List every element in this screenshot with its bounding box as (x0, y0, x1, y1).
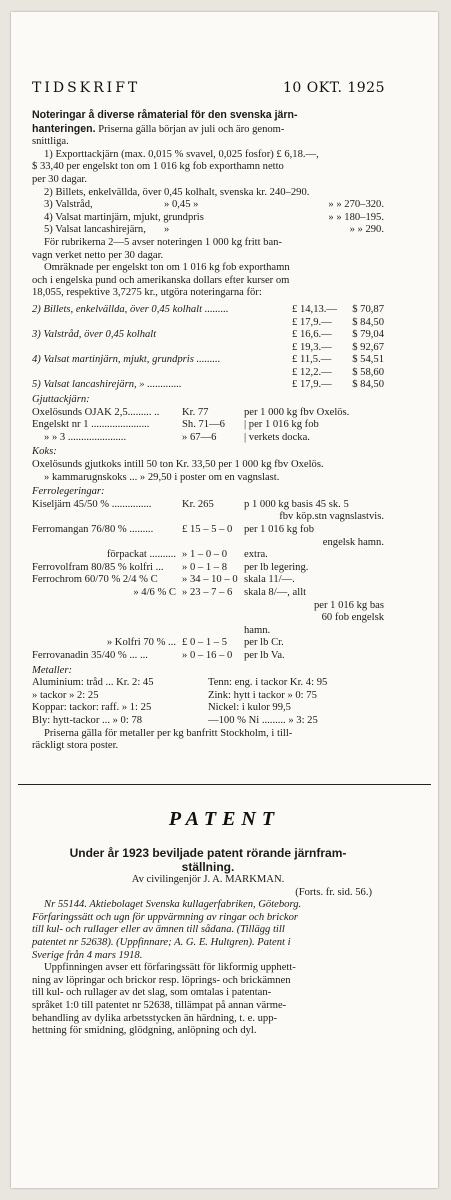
section-divider (18, 784, 431, 785)
item-3: 3) Valstråd, » 0,45 » » » 270–320. (44, 199, 384, 211)
patent-reference: patentet nr 52638). (Uppfinnare; A. G. E. Hultgren). Patent i (32, 936, 291, 948)
ferro-row: Ferrovanadin 35/40 % ... ... » 0 – 16 – 0 per lb Va. (32, 649, 285, 661)
ferro-row: » Kolfri 70 % ... £ 0 – 1 – 5 per lb Cr. (106, 637, 284, 649)
ferro-row: fbv köp.stn vagnslastvis. (279, 511, 384, 523)
item-1-line-2: $ 33,40 per engelskt ton om 1 016 kg fob exporthamn netto (32, 161, 284, 173)
issue-date: 10 OKT. 1925 (282, 80, 385, 96)
koks-heading: Koks: (32, 446, 57, 458)
ferrolegeringar-heading: Ferrolegeringar: (32, 486, 105, 498)
ferro-table (32, 499, 384, 663)
noteringar-title: Noteringar å diverse råmaterial för den svenska järn- hanteringen. Priserna gälla början av juli och äro genom- snittliga. (32, 109, 298, 148)
conversion-row: £ 12,2.— $ 58,60 (292, 366, 384, 378)
conversion-row: 3) Valstråd, över 0,45 kolhalt £ 16,6.— $ 79,04 (32, 329, 384, 341)
ferro-row: » 4/6 % C » 23 – 7 – 6 skala 8/—, allt (133, 586, 307, 598)
ferro-row: per 1 016 kg bas (313, 599, 384, 611)
metaller-table (32, 677, 384, 727)
ferro-row: 60 fob engelsk (321, 612, 384, 624)
patent-paragraph: till kul- och rullager av det slag, som omtalas i patentan- (32, 987, 272, 999)
patent-paragraph: språket 1:0 till patentet nr 52638, tillämpat på annan värme- (32, 999, 287, 1011)
patent-paragraph: ning av löpringar och brickor resp. löprings- och brickämnen (32, 974, 291, 986)
ferro-row: förpackat .......... » 1 – 0 – 0 extra. (106, 549, 268, 561)
closing-note: Priserna gälla för metaller per kg banfritt Stockholm, i till- (44, 727, 293, 739)
patent-reference: Nr 55144. Aktiebolaget Svenska kullagerfabriken, Göteborg. (44, 899, 302, 911)
page-header (32, 80, 385, 96)
conversion-row: 4) Valsat martinjärn, mjukt, grundpris ......... £ 11,5.— $ 54,51 (32, 354, 384, 366)
item-2: 2) Billets, enkelvällda, över 0,45 kolhalt, svenska kr. 240–290. (44, 186, 310, 198)
patent-reference: till kul- och rullager eller av ämnen till sådana. (Tillägg till (32, 924, 285, 936)
patent-reference: Förfaringssätt och ugn för uppvärmning av ringar och brickor (32, 911, 299, 923)
item-1: 1) Exporttackjärn (max. 0,015 % svavel, 0,025 fosfor) £ 6,18.—, (44, 148, 319, 160)
continued-note: (Forts. fr. sid. 56.) (295, 886, 372, 898)
note-line: vagn verket netto per 30 dagar. (32, 249, 164, 261)
patent-paragraph: behandling av dylika arbetsstycken än härdning, t. e. upp- (32, 1012, 278, 1024)
gjuttackjarn-row: Engelskt nr 1 ...................... Sh. 71—6 | per 1 016 kg fob (32, 419, 319, 431)
ferro-row: hamn. (244, 624, 271, 636)
metal-row: Bly: hytt-tackor ... » 0: 78 —100 % Ni ......... » 3: 25 (32, 714, 318, 726)
ferro-row: Ferrovolfram 80/85 % kolfri ... » 0 – 1 – 8 per lb legering. (32, 561, 309, 573)
koks-row: Oxelösunds gjutkoks intill 50 ton Kr. 33,50 per 1 000 kg fbv Oxelös. (32, 459, 324, 471)
item-4: 4) Valsat martinjärn, mjukt, grundpris » » 180–195. (44, 211, 384, 223)
ferro-row: Ferrochrom 60/70 % 2/4 % C » 34 – 10 – 0 skala 11/—. (32, 574, 295, 586)
patent-heading: PATENT (168, 808, 281, 830)
metaller-heading: Metaller: (32, 664, 73, 676)
gjuttackjarn-row: Oxelösunds OJAK 2,5......... .. Kr. 77 per 1 000 kg fbv Oxelös. (32, 406, 350, 418)
metal-row: Aluminium: tråd ... Kr. 2: 45 Tenn: eng. i tackor Kr. 4: 95 (32, 677, 328, 689)
conversion-row: £ 17,9.— $ 84,50 (292, 316, 384, 328)
journal-name: TIDSKRIFT (32, 80, 141, 96)
conversion-row: 2) Billets, enkelvällda, över 0,45 kolhalt ......... £ 14,13.— $ 70,87 (32, 303, 384, 315)
patent-paragraph: Uppfinningen avser ett förfaringssätt för likformig upphett- (44, 962, 296, 974)
document-page (11, 12, 438, 1188)
conversion-table (32, 304, 384, 392)
patent-section (32, 846, 384, 1038)
ferro-row: Kiseljärn 45/50 % ............... Kr. 265 p 1 000 kg basis 45 sk. 5 (32, 498, 349, 510)
note-line: 18,055, respektive 3,7275 kr., utgöra noteringarna för: (32, 287, 262, 299)
item-5: 5) Valsat lancashirejärn, » » » 290. (44, 224, 384, 236)
conversion-row: £ 19,3.— $ 92,67 (292, 341, 384, 353)
gjuttackjarn-row: » » 3 ...................... » 67—6 | verkets docka. (44, 431, 310, 443)
koks-row: » kammarugnskoks ... » 29,50 i poster om en vagnslast. (44, 471, 280, 483)
patent-paragraph: hettning för smidning, glödgning, anlöpning och dyl. (32, 1025, 257, 1037)
note-line: För rubrikerna 2—5 avser noteringen 1 000 kg fritt ban- (44, 236, 283, 248)
ferro-row: Ferromangan 76/80 % ......... £ 15 – 5 – 0 per 1 016 kg fob (32, 524, 315, 535)
note-line: och i engelska pund och amerikanska dollars efter kurser om (32, 274, 290, 286)
note-line: Omräknade per engelskt ton om 1 016 kg fob exporthamn (44, 262, 290, 274)
gjuttackjarn-heading: Gjuttackjärn: (32, 394, 90, 406)
metal-row: Koppar: tackor: raff. » 1: 25 Nickel: i kulor 99,5 (32, 702, 291, 714)
conversion-row: 5) Valsat lancashirejärn, » ............. £ 17,9.— $ 84,50 (32, 379, 384, 391)
patent-title: Under år 1923 beviljade patent rörande järnfram- ställning. (69, 846, 347, 874)
patent-author: Av civilingenjör J. A. MARKMAN. (131, 874, 285, 885)
item-1-line-3: per 30 dagar. (32, 173, 88, 185)
ferro-row: engelsk hamn. (322, 536, 384, 548)
noteringar-section (32, 109, 384, 753)
patent-reference: Sverige från 4 mars 1918. (32, 949, 143, 961)
metal-row: » tackor » 2: 25 Zink: hytt i tackor » 0: 75 (32, 689, 317, 701)
closing-note: räckligt stora poster. (32, 740, 119, 752)
